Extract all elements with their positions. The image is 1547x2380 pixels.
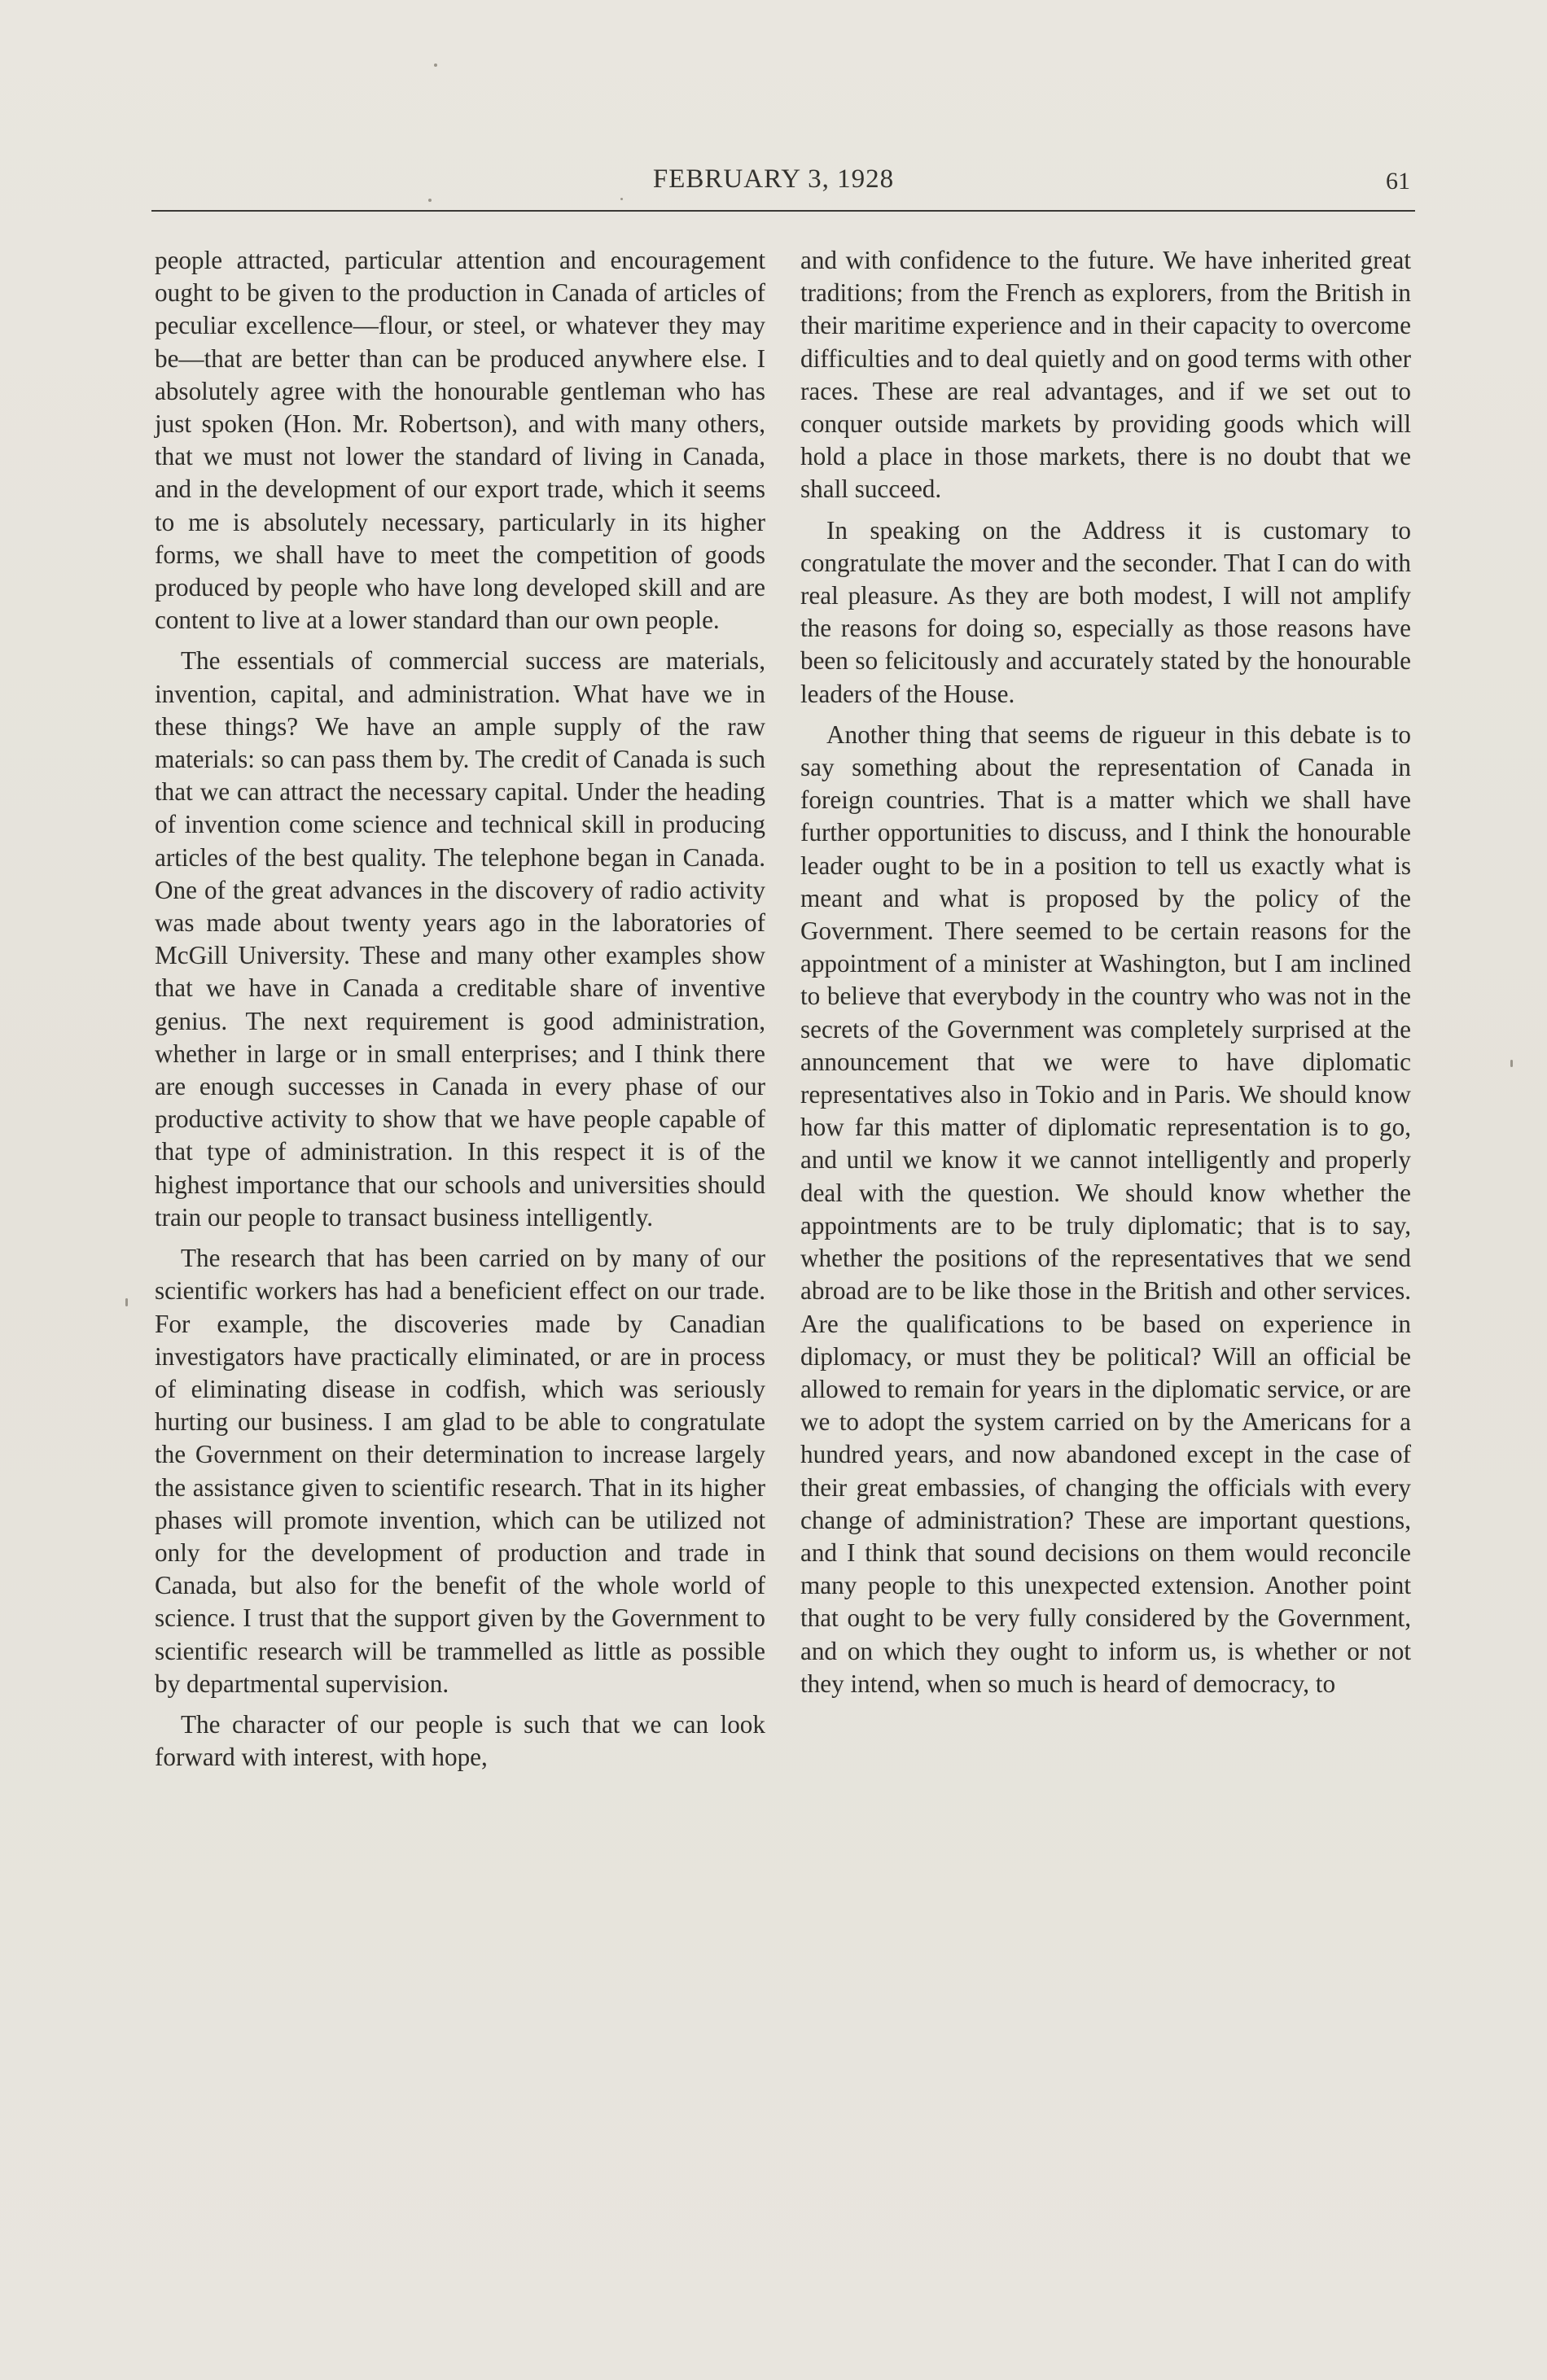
paper-speck — [428, 199, 432, 202]
paragraph: and with confidence to the future. We have inherited great traditions; from the French as explorers, from the British in their maritime experience and in their capacity to overcome difficulties and to deal quietly and on good terms with other races. These are real advantages, and if we set out to conquer outside markets by providing goods which will hold a place in those markets, there is no doubt that we shall succeed. — [800, 246, 1411, 504]
paragraph: The essentials of commercial success are materials, invention, capital, and administration. What have we in these things? We have an ample supply of the raw materials: so can pass them by. The credit of Canada is such that we can attract the necessary capital. Under the heading of invention come science and technical skill in producing articles of the best quality. The telephone began in Canada. One of the great advances in the discovery of radio activity was made about twenty years ago in the laboratories of McGill University. These and many other examples show that we have in Canada a creditable share of inventive genius. The next requirement is good administration, whether in large or in small enterprises; and I think there are enough successes in Canada in every phase of our productive activity to show that we have people capable of that type of administration. In this respect it is of the highest importance that our schools and universities should train our people to transact business intelligently. — [155, 646, 765, 1232]
header-rule — [151, 210, 1415, 212]
paper-speck — [620, 198, 623, 200]
right-column — [800, 244, 1411, 1708]
page-number: 61 — [1386, 168, 1410, 195]
paragraph: The character of our people is such that we can look forward with interest, with hope, — [155, 1709, 765, 1772]
left-column — [155, 244, 765, 1782]
running-header-date: FEBRUARY 3, 1928 — [652, 164, 895, 194]
paragraph: Another thing that seems de rigueur in this debate is to say something about the representation of Canada in foreign countries. That is a matter which we shall have further opportunities to discuss, and I think the honourable leader ought to be in a position to tell us exactly what is meant and what is proposed by the policy of the Government. There seemed to be certain reasons for the appointment of a minister at Washington, but I am inclined to believe that everybody in the country who was not in the secrets of the Government was completely surprised at the announcement that we were to have diplomatic representatives also in Tokio and in Paris. We should know how far this matter of diplomatic representation is to go, and until we know it we cannot intelligently and properly deal with the question. We should know whether the appointments are to be truly diplomatic; that is to say, whether the positions of the representatives that we send abroad are to be like those in the British and other services. Are the qualifications to be based on experience in diplomacy, or must they be political? Will an official be allowed to remain for years in the diplomatic service, or are we to adopt the system carried on by the Americans for a hundred years, and now abandoned except in the case of their great embassies, of changing the officials with every change of administration? These are important questions, and I think that sound decisions on them would reconcile many people to this unexpected extension. Another point that ought to be very fully considered by the Government, and on which they ought to inform us, is whether or not they intend, when so much is heard of democracy, to — [800, 720, 1411, 1698]
paper-speck — [434, 63, 437, 67]
paragraph: In speaking on the Address it is customary to congratulate the mover and the seconder. That I can do with real pleasure. As they are both modest, I will not amplify the reasons for doing so, especially as those reasons have been so felicitously and accurately stated by the honourable leaders of the House. — [800, 515, 1411, 708]
paragraph: The research that has been carried on by many of our scientific workers has had a beneficient effect on our trade. For example, the discoveries made by Canadian investigators have practically eliminated, or are in process of eliminating disease in codfish, which was seriously hurting our business. I am glad to be able to congratulate the Government on their determination to increase largely the assistance given to scientific research. That in its higher phases will promote invention, which can be utilized not only for the development of production and trade in Canada, but also for the benefit of the whole world of science. I trust that the support given by the Government to scientific research will be trammelled as little as possible by departmental supervision. — [155, 1244, 765, 1698]
paper-speck — [1510, 1060, 1513, 1067]
paper-speck — [125, 1298, 128, 1306]
paragraph: people attracted, particular attention and encouragement ought to be given to the production in Canada of articles of peculiar excellence—flour, or steel, or whatever they may be—that are better than can be produced anywhere else. I absolutely agree with the honourable gentleman who has just spoken (Hon. Mr. Robertson), and with many others, that we must not lower the standard of living in Canada, and in the development of our export trade, which it seems to me is absolutely necessary, particularly in its higher forms, we shall have to meet the competition of goods produced by people who have long developed skill and are content to live at a lower standard than our own people. — [155, 246, 765, 635]
